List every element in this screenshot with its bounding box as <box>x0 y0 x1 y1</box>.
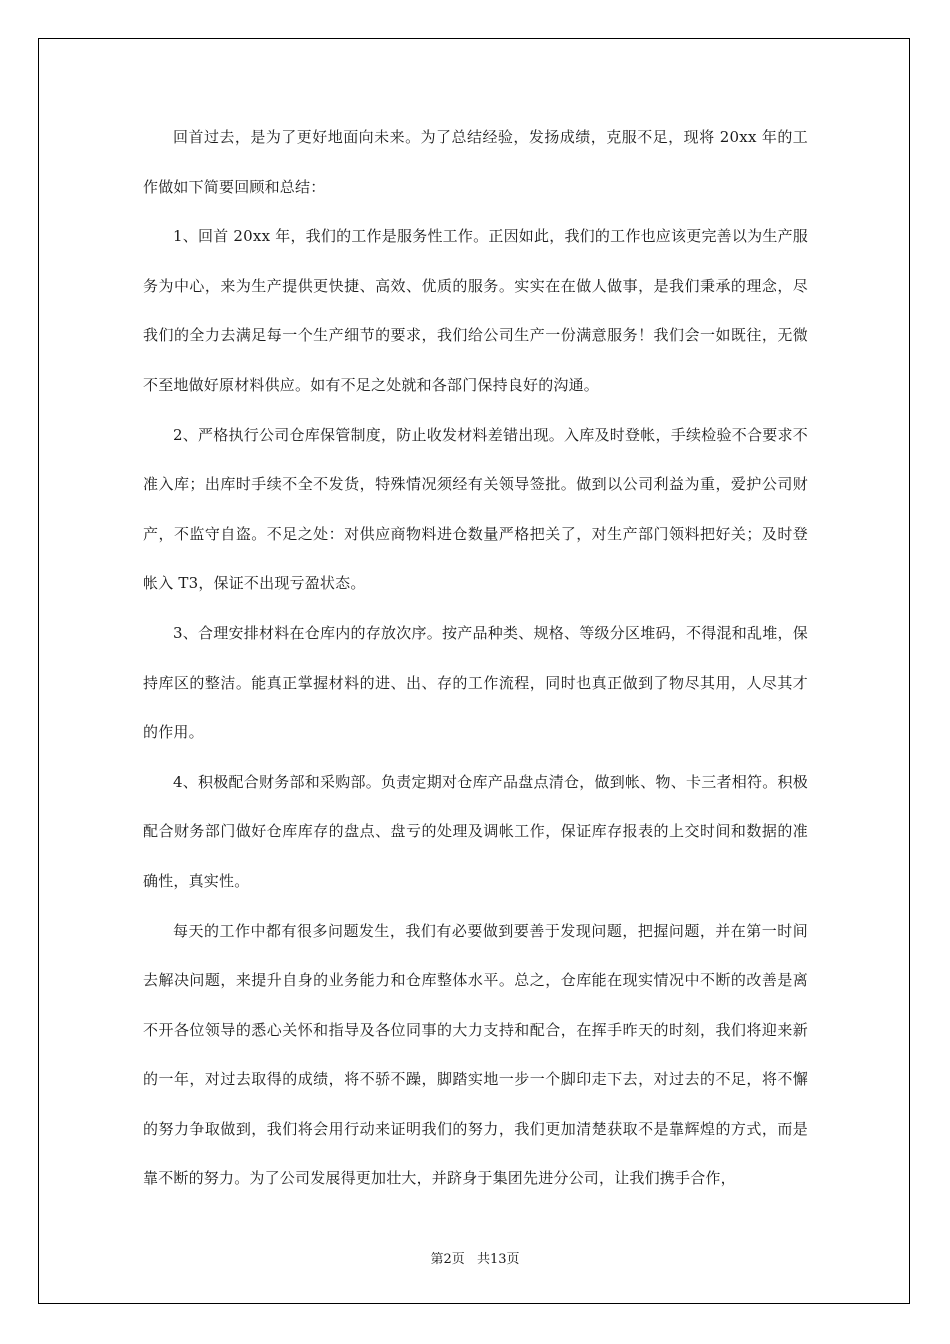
paragraph-item-4: 4、积极配合财务部和采购部。负责定期对仓库产品盘点清仓，做到帐、物、卡三者相符。积极配合财务部门做好仓库库存的盘点、盘亏的处理及调帐工作，保证库存报表的上交时间和数据的准确性，真实性。 <box>143 772 808 890</box>
document-body <box>143 113 808 1204</box>
total-pages: 共13页 <box>476 1252 520 1267</box>
paragraph-item-2: 2、严格执行公司仓库保管制度，防止收发材料差错出现。入库及时登帐，手续检验不合要求不准入库；出库时手续不全不发货，特殊情况须经有关领导签批。做到以公司利益为重，爱护公司财产，不监守自盗。不足之处：对供应商物料进仓数量严格把关了，对生产部门领料把好关；及时登帐入 T3，保证不出现亏盈状态。 <box>143 425 808 593</box>
paragraph-item-3: 3、合理安排材料在仓库内的存放次序。按产品种类、规格、等级分区堆码，不得混和乱堆，保持库区的整洁。能真正掌握材料的进、出、存的工作流程，同时也真正做到了物尽其用，人尽其才的作用。 <box>143 623 808 742</box>
paragraph-item-1: 1、回首 20xx 年，我们的工作是服务性工作。正因如此，我们的工作也应该更完善以为生产服务为中心，来为生产提供更快捷、高效、优质的服务。实实在在做人做事，是我们秉承的理念，尽我们的全力去满足每一个生产细节的要求，我们给公司生产一份满意服务！我们会一如既往，无微不至地做好原材料供应。如有不足之处就和各部门保持良好的沟通。 <box>143 227 808 394</box>
paragraph-conclusion: 每天的工作中都有很多问题发生，我们有必要做到要善于发现问题，把握问题，并在第一时间去解决问题，来提升自身的业务能力和仓库整体水平。总之，仓库能在现实情况中不断的改善是离不开各位领导的悉心关怀和指导及各位同事的大力支持和配合，在挥手昨天的时刻，我们将迎来新的一年，对过去取得的成绩，将不骄不躁，脚踏实地一步一个脚印走下去，对过去的不足，将不懈的努力争取做到，我们将会用行动来证明我们的努力，我们更加清楚获取不是靠辉煌的方式，而是靠不断的努力。为了公司发展得更加壮大，并跻身于集团先进分公司，让我们携手合作， <box>143 921 808 1188</box>
page-number: 第2页 <box>430 1252 465 1267</box>
paragraph-intro: 回首过去，是为了更好地面向未来。为了总结经验，发扬成绩，克服不足，现将 20xx 年的工作做如下简要回顾和总结： <box>143 128 808 196</box>
page-footer <box>0 1248 950 1267</box>
